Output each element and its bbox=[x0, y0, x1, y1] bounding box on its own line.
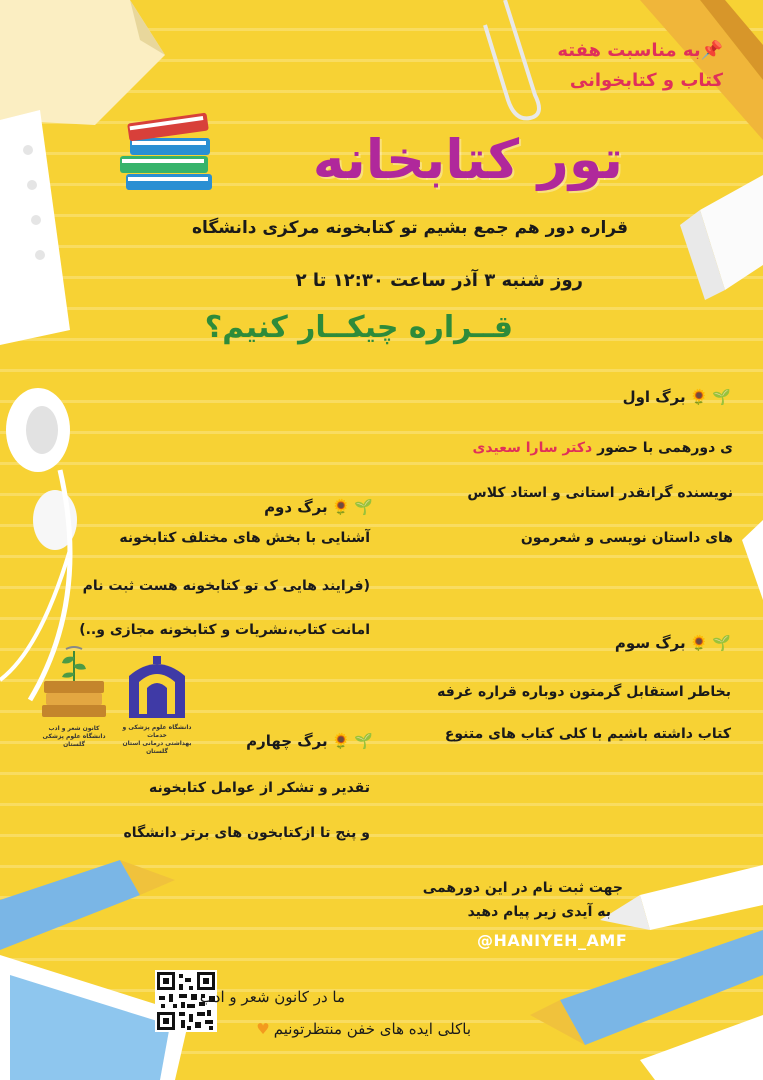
event-datetime: روز شنبه ۳ آذر ساعت ۱۲:۳۰ تا ۲ bbox=[295, 270, 583, 291]
section-first-line-1: ی دورهمی با حضور دکتر سارا سعیدی bbox=[472, 440, 733, 456]
section-first-line-2: نویسنده گرانقدر استانی و استاد کلاس bbox=[467, 485, 733, 501]
speaker-name: دکتر سارا سعیدی bbox=[472, 440, 593, 456]
university-name-line-2: بهداشتی درمانی استان گلستان bbox=[122, 740, 192, 755]
section-second-heading: 🌱🌻برگ دوم bbox=[264, 498, 373, 516]
section-fourth-heading: 🌱🌻برگ چهارم bbox=[246, 732, 373, 750]
university-emblem-icon bbox=[117, 652, 197, 720]
notebook-icon bbox=[0, 110, 70, 345]
pushpin-icon: 📌 bbox=[700, 40, 723, 61]
section-fourth-line-1: تقدیر و تشکر از عوامل کتابخونه bbox=[149, 780, 370, 796]
occasion-text bbox=[557, 36, 723, 96]
orange-heart-icon: ♥ bbox=[256, 1020, 270, 1038]
occasion-line-2: کتاب و کتابخوانی bbox=[569, 70, 723, 91]
poetry-club-logo bbox=[36, 645, 112, 749]
section-third-line-1: بخاطر استقابل گرمتون دوباره قراره غرفه bbox=[437, 684, 731, 700]
eraser-icon bbox=[680, 175, 763, 300]
university-logo bbox=[117, 652, 197, 756]
section-second-line-3: امانت کتاب،نشریات و کتابخونه مجازی و..) bbox=[79, 622, 370, 638]
registration-line-1: جهت ثبت نام در این دورهمی bbox=[422, 880, 623, 896]
what-will-we-do-heading: قــراره چیکــار کنیم؟ bbox=[204, 310, 513, 345]
footer-line-2: باکلی ایده های خفن منتظرتونیم♥ bbox=[256, 1020, 471, 1038]
sunflower-icon: 🌻 bbox=[689, 634, 709, 652]
seedling-icon: 🌱 bbox=[354, 498, 373, 516]
seedling-icon: 🌱 bbox=[712, 634, 731, 652]
paper-sheet-icon bbox=[0, 0, 165, 125]
pen-icon bbox=[0, 860, 175, 950]
section-fourth-line-2: و پنج تا ازکتابخون های برتر دانشگاه bbox=[123, 825, 370, 841]
poetry-club-university: دانشگاه علوم پزشکی گلستان bbox=[42, 733, 106, 748]
contact-handle[interactable]: @HANIYEH_AMF bbox=[477, 931, 628, 950]
registration-line-2: به آیدی زیر پیام دهید bbox=[467, 904, 611, 920]
section-first-heading: 🌱🌻برگ اول bbox=[622, 388, 731, 406]
section-first-line-3: های داستان نویسی و شعرمون bbox=[520, 530, 733, 546]
section-second-line-2: (فرایند هایی ک تو کتابخونه هست ثبت نام bbox=[82, 578, 370, 594]
university-name-line-1: دانشگاه علوم پزشکی و خدمات bbox=[122, 724, 192, 739]
seedling-icon: 🌱 bbox=[712, 388, 731, 406]
section-third-line-2: کتاب داشته باشیم با کلی کتاب های متنوع bbox=[444, 726, 731, 742]
sunflower-icon: 🌻 bbox=[331, 732, 351, 750]
pencils-right-icon bbox=[530, 865, 763, 1080]
sunflower-icon: 🌻 bbox=[331, 498, 351, 516]
occasion-line-1: به مناسبت هفته bbox=[557, 40, 701, 61]
poetry-club-name: کانون شعر و ادب bbox=[48, 725, 100, 732]
paper-clip-icon bbox=[485, 0, 539, 118]
section-second-line-1: آشنایی با بخش های مختلف کتابخونه bbox=[119, 530, 370, 546]
main-title: تور کتابخانه bbox=[312, 128, 623, 191]
subtitle: قراره دور هم جمع بشیم تو کتابخونه مرکزی دانشگاه bbox=[191, 218, 628, 238]
poetry-club-emblem-icon bbox=[36, 645, 112, 721]
books-stack-icon bbox=[118, 112, 218, 194]
sunflower-icon: 🌻 bbox=[689, 388, 709, 406]
section-third-heading: 🌱🌻برگ سوم bbox=[614, 634, 731, 652]
seedling-icon: 🌱 bbox=[354, 732, 373, 750]
pencil-middle-icon bbox=[742, 520, 763, 600]
footer-line-1: ما در کانون شعر و ادب bbox=[199, 988, 345, 1006]
